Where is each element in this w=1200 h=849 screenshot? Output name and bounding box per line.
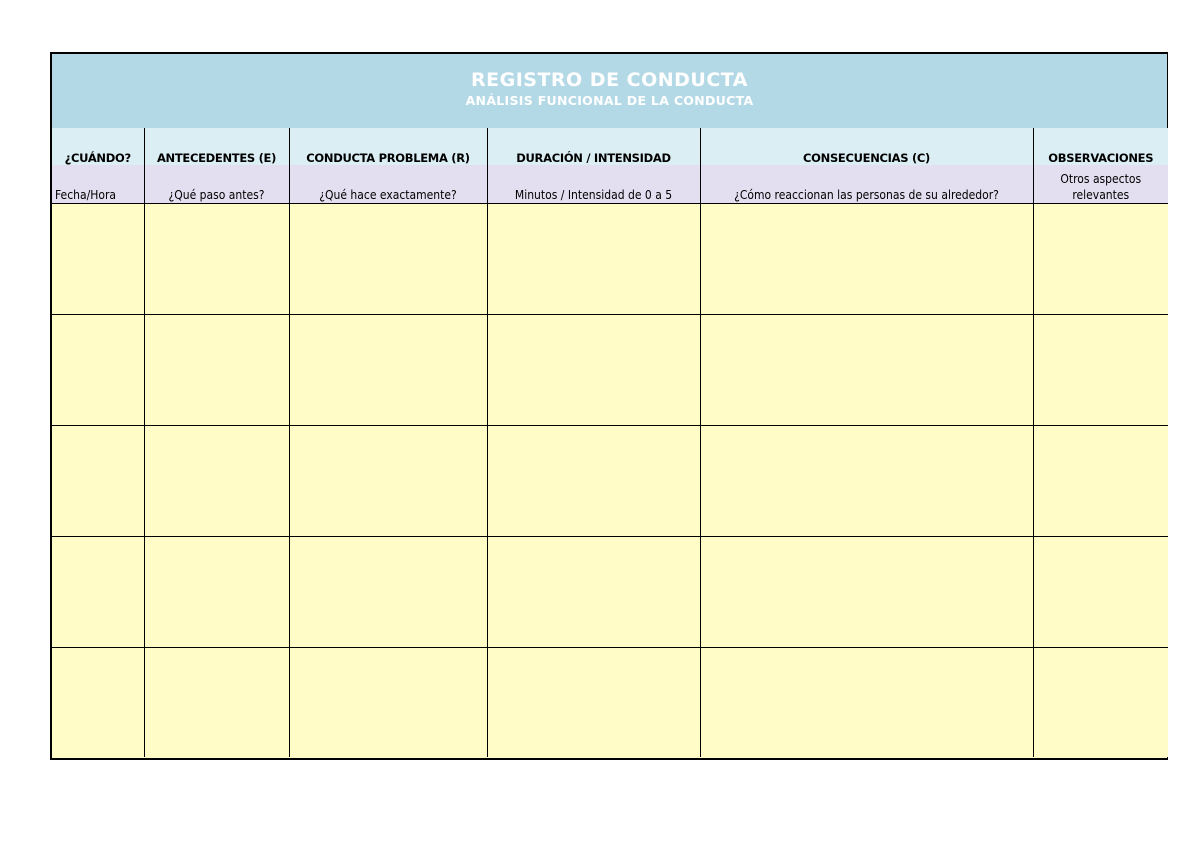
entry-cell-when[interactable] [52,647,144,757]
entry-cell-antecedents[interactable] [144,203,289,314]
entry-cell-consequences[interactable] [700,647,1033,757]
entry-cell-antecedents[interactable] [144,314,289,425]
entry-cell-consequences[interactable] [700,536,1033,647]
entry-cell-observations[interactable] [1033,314,1168,425]
entry-cell-duration-intensity[interactable] [487,314,700,425]
entry-cell-when[interactable] [52,425,144,536]
hint-row [52,165,1168,203]
hint-problem-behavior: ¿Qué hace exactamente? [289,165,487,203]
sheet-subtitle: ANÁLISIS FUNCIONAL DE LA CONDUCTA [465,93,754,108]
hint-antecedents: ¿Qué paso antes? [144,165,289,203]
entry-cell-problem-behavior[interactable] [289,314,487,425]
hint-when: Fecha/Hora [52,165,144,203]
entry-cell-observations[interactable] [1033,647,1168,757]
header-observations: OBSERVACIONES [1033,128,1168,165]
entry-row [52,314,1168,425]
header-row [52,128,1168,165]
header-antecedents: ANTECEDENTES (E) [144,128,289,165]
entry-cell-antecedents[interactable] [144,536,289,647]
entry-cell-antecedents[interactable] [144,425,289,536]
entry-cell-consequences[interactable] [700,425,1033,536]
entry-row [52,203,1168,314]
entry-cell-duration-intensity[interactable] [487,647,700,757]
entry-cell-problem-behavior[interactable] [289,203,487,314]
entry-cell-duration-intensity[interactable] [487,203,700,314]
behavior-record-sheet [50,52,1168,760]
entry-cell-when[interactable] [52,203,144,314]
entry-cell-observations[interactable] [1033,536,1168,647]
entry-cell-antecedents[interactable] [144,647,289,757]
entry-row [52,536,1168,647]
hint-consequences: ¿Cómo reaccionan las personas de su alrededor? [700,165,1033,203]
entry-cell-when[interactable] [52,536,144,647]
title-band [52,54,1167,129]
entry-cell-observations[interactable] [1033,203,1168,314]
entry-cell-consequences[interactable] [700,203,1033,314]
entry-row [52,425,1168,536]
entry-cell-duration-intensity[interactable] [487,425,700,536]
entry-cell-problem-behavior[interactable] [289,536,487,647]
header-when: ¿CUÁNDO? [52,128,144,165]
entry-cell-problem-behavior[interactable] [289,425,487,536]
entry-cell-observations[interactable] [1033,425,1168,536]
header-duration-intensity: DURACIÓN / INTENSIDAD [487,128,700,165]
hint-duration-intensity: Minutos / Intensidad de 0 a 5 [487,165,700,203]
entry-cell-consequences[interactable] [700,314,1033,425]
entry-cell-problem-behavior[interactable] [289,647,487,757]
header-consequences: CONSECUENCIAS (C) [700,128,1033,165]
sheet-title: REGISTRO DE CONDUCTA [470,69,748,91]
entry-row [52,647,1168,757]
entry-cell-duration-intensity[interactable] [487,536,700,647]
record-table [52,128,1168,757]
header-problem-behavior: CONDUCTA PROBLEMA (R) [289,128,487,165]
hint-observations: Otros aspectos relevantes [1033,165,1168,203]
entry-cell-when[interactable] [52,314,144,425]
